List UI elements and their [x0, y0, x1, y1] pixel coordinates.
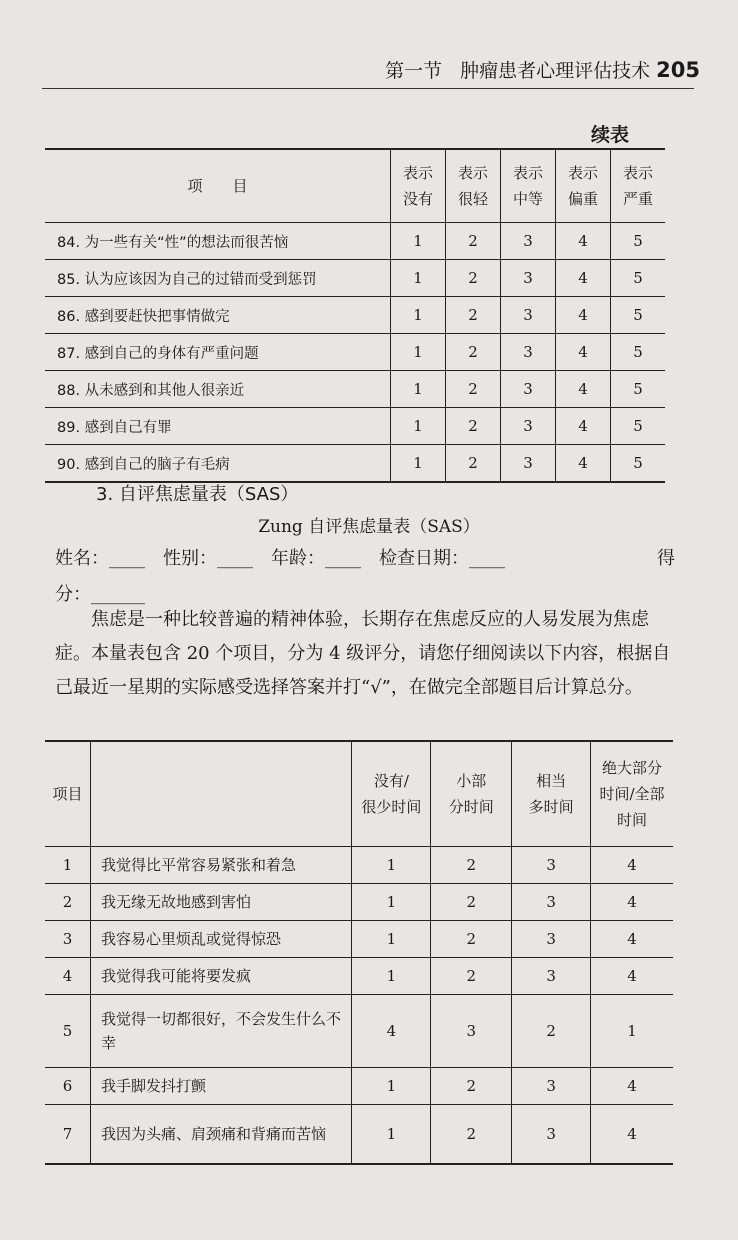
- score-cell: 1: [391, 371, 446, 408]
- page-number: 205: [656, 58, 700, 82]
- form-fields-line1: [55, 544, 675, 570]
- header-chapter: 肿瘤患者心理评估技术: [460, 60, 651, 82]
- table-row: [45, 921, 673, 958]
- score-cell: 3: [512, 847, 591, 884]
- table-row: [45, 847, 673, 884]
- score-cell: 2: [446, 223, 501, 260]
- score-cell: 2: [446, 334, 501, 371]
- item-text: 89. 感到自己有罪: [45, 408, 391, 445]
- score-cell: 2: [446, 297, 501, 334]
- score-cell: 5: [611, 371, 666, 408]
- score-cell: 2: [446, 445, 501, 483]
- score-cell: 3: [512, 1105, 591, 1165]
- table2-col-item: 项目: [45, 741, 91, 847]
- header-rule: [42, 88, 694, 89]
- form-fields-line2: 分：______: [55, 584, 145, 605]
- score-cell: 2: [431, 921, 512, 958]
- scl90-table: [45, 148, 665, 483]
- score-cell: 3: [501, 371, 556, 408]
- score-cell: 1: [391, 223, 446, 260]
- score-cell: 2: [446, 371, 501, 408]
- table1-col-item: 项 目: [45, 149, 391, 223]
- table1-col-level: 表示 很轻: [446, 149, 501, 223]
- score-cell: 3: [512, 921, 591, 958]
- table1-body: [45, 223, 665, 483]
- item-text: 88. 从未感到和其他人很亲近: [45, 371, 391, 408]
- score-cell: 3: [501, 334, 556, 371]
- score-cell: 4: [591, 1068, 673, 1105]
- score-cell: 4: [556, 297, 611, 334]
- intro-paragraph: 焦虑是一种比较普遍的精神体验，长期存在焦虑反应的人易发展为焦虑症。本量表包含 20 个项目，分为 4 级评分，请您仔细阅读以下内容，根据自己最近一星期的实际感受选择答案并打“√”，在做完全部题目后计算总分。: [55, 609, 671, 698]
- question-text: 我觉得一切都很好，不会发生什么不幸: [91, 995, 352, 1068]
- score-cell: 3: [501, 445, 556, 483]
- question-text: 我因为头痛、肩颈痛和背痛而苦恼: [91, 1105, 352, 1165]
- item-number: 5: [45, 995, 91, 1068]
- score-cell: 2: [431, 1105, 512, 1165]
- question-text: 我容易心里烦乱或觉得惊恐: [91, 921, 352, 958]
- score-cell: 3: [501, 408, 556, 445]
- score-cell: 2: [431, 884, 512, 921]
- score-cell: 3: [501, 223, 556, 260]
- score-cell: 1: [352, 1068, 431, 1105]
- item-text: 90. 感到自己的脑子有毛病: [45, 445, 391, 483]
- table-row: [45, 371, 665, 408]
- score-cell: 4: [556, 371, 611, 408]
- score-cell: 5: [611, 260, 666, 297]
- score-cell: 3: [512, 884, 591, 921]
- score-cell: 4: [556, 223, 611, 260]
- item-number: 6: [45, 1068, 91, 1105]
- table-row: [45, 884, 673, 921]
- score-cell: 4: [591, 847, 673, 884]
- score-cell: 1: [391, 408, 446, 445]
- score-cell: 4: [352, 995, 431, 1068]
- score-cell: 3: [431, 995, 512, 1068]
- score-cell: 1: [352, 958, 431, 995]
- score-cell: 2: [431, 1068, 512, 1105]
- score-cell: 1: [352, 921, 431, 958]
- score-cell: 3: [512, 958, 591, 995]
- item-text: 85. 认为应该因为自己的过错而受到惩罚: [45, 260, 391, 297]
- table-row: [45, 223, 665, 260]
- score-cell: 2: [446, 408, 501, 445]
- table2-col-question: [91, 741, 352, 847]
- score-cell: 4: [591, 958, 673, 995]
- score-cell: 1: [352, 1105, 431, 1165]
- score-cell: 3: [512, 1068, 591, 1105]
- question-text: 我手脚发抖打颤: [91, 1068, 352, 1105]
- score-cell: 5: [611, 297, 666, 334]
- score-cell: 5: [611, 445, 666, 483]
- table2-body: [45, 847, 673, 1165]
- table-row: [45, 1068, 673, 1105]
- score-cell: 4: [556, 260, 611, 297]
- score-cell: 3: [501, 260, 556, 297]
- table2-col-frequency: 相当 多时间: [512, 741, 591, 847]
- item-number: 4: [45, 958, 91, 995]
- score-cell: 5: [611, 223, 666, 260]
- item-text: 86. 感到要赶快把事情做完: [45, 297, 391, 334]
- continued-label: 续表: [591, 124, 630, 146]
- score-cell: 1: [391, 297, 446, 334]
- item-text: 87. 感到自己的身体有严重问题: [45, 334, 391, 371]
- table-row: [45, 260, 665, 297]
- table1-col-level: 表示 没有: [391, 149, 446, 223]
- score-cell: 3: [501, 297, 556, 334]
- score-cell: 1: [391, 334, 446, 371]
- table-row: [45, 1105, 673, 1165]
- sas-table: [45, 740, 673, 1165]
- table-row: [45, 334, 665, 371]
- table-row: [45, 958, 673, 995]
- section-title: 3. 自评焦虑量表（SAS）: [96, 484, 299, 505]
- table2-col-frequency: 没有/ 很少时间: [352, 741, 431, 847]
- score-cell: 5: [611, 334, 666, 371]
- score-label-part: 得: [657, 548, 675, 569]
- form-title: Zung 自评焦虑量表（SAS）: [258, 517, 480, 537]
- table-row: [45, 445, 665, 483]
- score-cell: 2: [512, 995, 591, 1068]
- score-cell: 2: [431, 958, 512, 995]
- question-text: 我觉得比平常容易紧张和着急: [91, 847, 352, 884]
- form-fields-text: 姓名：____ 性别：____ 年龄：____ 检查日期：____: [55, 548, 505, 569]
- table2-header-row: [45, 741, 673, 847]
- table1-col-level: 表示 中等: [501, 149, 556, 223]
- score-cell: 4: [556, 334, 611, 371]
- score-cell: 1: [352, 847, 431, 884]
- score-cell: 1: [391, 260, 446, 297]
- question-text: 我觉得我可能将要发疯: [91, 958, 352, 995]
- score-cell: 4: [591, 884, 673, 921]
- score-cell: 1: [391, 445, 446, 483]
- table2-col-frequency: 绝大部分 时间/全部 时间: [591, 741, 673, 847]
- table1-header-row: [45, 149, 665, 223]
- score-cell: 4: [591, 921, 673, 958]
- item-text: 84. 为一些有关“性”的想法而很苦恼: [45, 223, 391, 260]
- running-header: [0, 56, 700, 83]
- table-row: [45, 995, 673, 1068]
- item-number: 3: [45, 921, 91, 958]
- table-row: [45, 408, 665, 445]
- score-cell: 4: [591, 1105, 673, 1165]
- table-row: [45, 297, 665, 334]
- question-text: 我无缘无故地感到害怕: [91, 884, 352, 921]
- table2-col-frequency: 小部 分时间: [431, 741, 512, 847]
- score-cell: 2: [431, 847, 512, 884]
- score-cell: 4: [556, 445, 611, 483]
- table1-col-level: 表示 偏重: [556, 149, 611, 223]
- score-cell: 5: [611, 408, 666, 445]
- score-cell: 1: [352, 884, 431, 921]
- item-number: 1: [45, 847, 91, 884]
- score-cell: 4: [556, 408, 611, 445]
- table1-col-level: 表示 严重: [611, 149, 666, 223]
- header-section: 第一节: [385, 60, 443, 82]
- score-cell: 2: [446, 260, 501, 297]
- item-number: 2: [45, 884, 91, 921]
- item-number: 7: [45, 1105, 91, 1165]
- score-cell: 1: [591, 995, 673, 1068]
